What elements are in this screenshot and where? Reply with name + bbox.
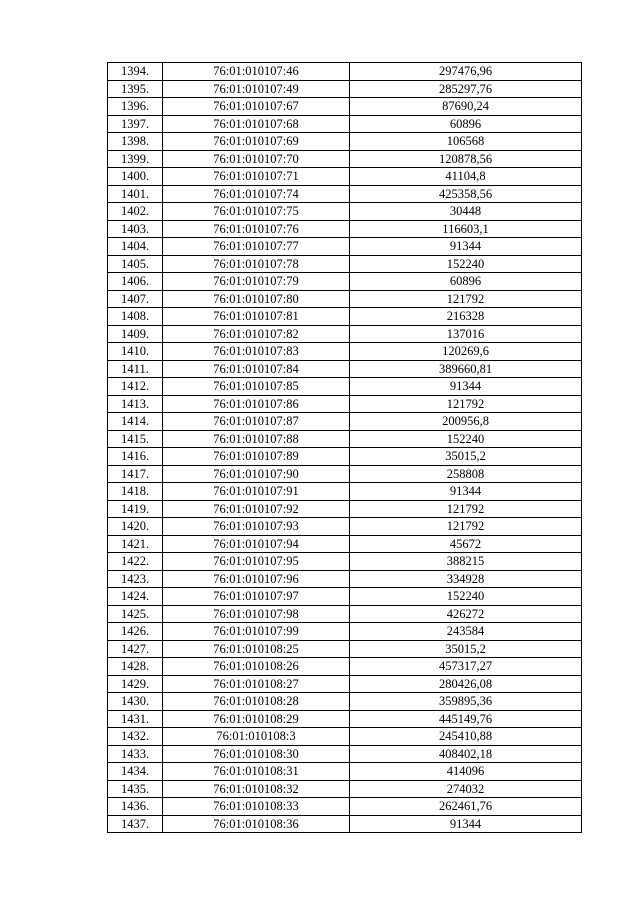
- table-row: [108, 133, 582, 151]
- row-number-cell: 1421.: [108, 535, 163, 553]
- cadastral-number-cell: 76:01:010107:89: [163, 448, 350, 466]
- value-cell: 426272: [350, 605, 582, 623]
- cadastral-number-cell: 76:01:010107:92: [163, 500, 350, 518]
- cadastral-number-cell: 76:01:010107:96: [163, 570, 350, 588]
- row-number-cell: 1434.: [108, 763, 163, 781]
- cadastral-number-cell: 76:01:010107:77: [163, 238, 350, 256]
- row-number-cell: 1409.: [108, 325, 163, 343]
- cadastral-number-cell: 76:01:010107:69: [163, 133, 350, 151]
- table-row: [108, 150, 582, 168]
- table-row: [108, 535, 582, 553]
- table-row: [108, 640, 582, 658]
- table-row: [108, 63, 582, 81]
- table-body: [108, 63, 582, 833]
- row-number-cell: 1408.: [108, 308, 163, 326]
- row-number-cell: 1427.: [108, 640, 163, 658]
- cadastral-number-cell: 76:01:010107:67: [163, 98, 350, 116]
- value-cell: 334928: [350, 570, 582, 588]
- cadastral-number-cell: 76:01:010107:94: [163, 535, 350, 553]
- row-number-cell: 1403.: [108, 220, 163, 238]
- cadastral-number-cell: 76:01:010107:91: [163, 483, 350, 501]
- value-cell: 388215: [350, 553, 582, 571]
- value-cell: 30448: [350, 203, 582, 221]
- table-row: [108, 675, 582, 693]
- value-cell: 262461,76: [350, 798, 582, 816]
- value-cell: 121792: [350, 500, 582, 518]
- table-row: [108, 763, 582, 781]
- value-cell: 120269,6: [350, 343, 582, 361]
- table-row: [108, 798, 582, 816]
- table-row: [108, 710, 582, 728]
- row-number-cell: 1396.: [108, 98, 163, 116]
- table-row: [108, 605, 582, 623]
- table-row: [108, 343, 582, 361]
- row-number-cell: 1412.: [108, 378, 163, 396]
- cadastral-number-cell: 76:01:010107:76: [163, 220, 350, 238]
- row-number-cell: 1404.: [108, 238, 163, 256]
- value-cell: 216328: [350, 308, 582, 326]
- row-number-cell: 1423.: [108, 570, 163, 588]
- value-cell: 121792: [350, 395, 582, 413]
- value-cell: 200956,8: [350, 413, 582, 431]
- value-cell: 60896: [350, 115, 582, 133]
- row-number-cell: 1426.: [108, 623, 163, 641]
- value-cell: 152240: [350, 430, 582, 448]
- row-number-cell: 1407.: [108, 290, 163, 308]
- table-row: [108, 290, 582, 308]
- cadastral-number-cell: 76:01:010107:99: [163, 623, 350, 641]
- cadastral-number-cell: 76:01:010107:97: [163, 588, 350, 606]
- row-number-cell: 1419.: [108, 500, 163, 518]
- cadastral-number-cell: 76:01:010107:87: [163, 413, 350, 431]
- table-row: [108, 308, 582, 326]
- value-cell: 87690,24: [350, 98, 582, 116]
- cadastral-number-cell: 76:01:010107:71: [163, 168, 350, 186]
- value-cell: 121792: [350, 518, 582, 536]
- row-number-cell: 1428.: [108, 658, 163, 676]
- cadastral-number-cell: 76:01:010108:26: [163, 658, 350, 676]
- row-number-cell: 1399.: [108, 150, 163, 168]
- row-number-cell: 1418.: [108, 483, 163, 501]
- table-row: [108, 115, 582, 133]
- value-cell: 389660,81: [350, 360, 582, 378]
- cadastral-number-cell: 76:01:010107:68: [163, 115, 350, 133]
- value-cell: 106568: [350, 133, 582, 151]
- cadastral-number-cell: 76:01:010108:29: [163, 710, 350, 728]
- value-cell: 120878,56: [350, 150, 582, 168]
- cadastral-number-cell: 76:01:010107:75: [163, 203, 350, 221]
- row-number-cell: 1410.: [108, 343, 163, 361]
- value-cell: 121792: [350, 290, 582, 308]
- row-number-cell: 1437.: [108, 815, 163, 833]
- table-row: [108, 483, 582, 501]
- value-cell: 60896: [350, 273, 582, 291]
- value-cell: 408402,18: [350, 745, 582, 763]
- table-row: [108, 448, 582, 466]
- value-cell: 425358,56: [350, 185, 582, 203]
- cadastral-number-cell: 76:01:010107:95: [163, 553, 350, 571]
- cadastral-number-cell: 76:01:010108:30: [163, 745, 350, 763]
- value-cell: 414096: [350, 763, 582, 781]
- cadastral-number-cell: 76:01:010107:46: [163, 63, 350, 81]
- table-row: [108, 80, 582, 98]
- cadastral-number-cell: 76:01:010107:49: [163, 80, 350, 98]
- table-row: [108, 203, 582, 221]
- value-cell: 285297,76: [350, 80, 582, 98]
- table-row: [108, 220, 582, 238]
- value-cell: 152240: [350, 255, 582, 273]
- cadastral-number-cell: 76:01:010107:85: [163, 378, 350, 396]
- table-row: [108, 465, 582, 483]
- table-row: [108, 378, 582, 396]
- value-cell: 280426,08: [350, 675, 582, 693]
- value-cell: 457317,27: [350, 658, 582, 676]
- value-cell: 152240: [350, 588, 582, 606]
- value-cell: 297476,96: [350, 63, 582, 81]
- cadastral-number-cell: 76:01:010107:90: [163, 465, 350, 483]
- value-cell: 45672: [350, 535, 582, 553]
- cadastral-number-cell: 76:01:010107:93: [163, 518, 350, 536]
- cadastral-number-cell: 76:01:010107:79: [163, 273, 350, 291]
- table-row: [108, 588, 582, 606]
- cadastral-number-cell: 76:01:010108:27: [163, 675, 350, 693]
- table-row: [108, 413, 582, 431]
- table-row: [108, 255, 582, 273]
- table-row: [108, 500, 582, 518]
- value-cell: 445149,76: [350, 710, 582, 728]
- row-number-cell: 1415.: [108, 430, 163, 448]
- cadastral-number-cell: 76:01:010107:86: [163, 395, 350, 413]
- table-row: [108, 570, 582, 588]
- row-number-cell: 1416.: [108, 448, 163, 466]
- row-number-cell: 1425.: [108, 605, 163, 623]
- cadastral-number-cell: 76:01:010108:32: [163, 780, 350, 798]
- table-row: [108, 325, 582, 343]
- cadastral-number-cell: 76:01:010107:83: [163, 343, 350, 361]
- value-cell: 91344: [350, 815, 582, 833]
- row-number-cell: 1406.: [108, 273, 163, 291]
- table-row: [108, 273, 582, 291]
- cadastral-number-cell: 76:01:010107:74: [163, 185, 350, 203]
- row-number-cell: 1413.: [108, 395, 163, 413]
- table-row: [108, 553, 582, 571]
- row-number-cell: 1397.: [108, 115, 163, 133]
- table-row: [108, 780, 582, 798]
- cadastral-number-cell: 76:01:010107:70: [163, 150, 350, 168]
- row-number-cell: 1420.: [108, 518, 163, 536]
- table-row: [108, 430, 582, 448]
- cadastral-table: [107, 62, 582, 833]
- row-number-cell: 1436.: [108, 798, 163, 816]
- value-cell: 91344: [350, 238, 582, 256]
- value-cell: 258808: [350, 465, 582, 483]
- value-cell: 91344: [350, 483, 582, 501]
- cadastral-number-cell: 76:01:010107:78: [163, 255, 350, 273]
- value-cell: 243584: [350, 623, 582, 641]
- table-row: [108, 168, 582, 186]
- value-cell: 91344: [350, 378, 582, 396]
- row-number-cell: 1400.: [108, 168, 163, 186]
- row-number-cell: 1429.: [108, 675, 163, 693]
- cadastral-number-cell: 76:01:010107:82: [163, 325, 350, 343]
- cadastral-number-cell: 76:01:010107:84: [163, 360, 350, 378]
- cadastral-number-cell: 76:01:010108:28: [163, 693, 350, 711]
- table-row: [108, 238, 582, 256]
- row-number-cell: 1422.: [108, 553, 163, 571]
- cadastral-number-cell: 76:01:010107:80: [163, 290, 350, 308]
- cadastral-number-cell: 76:01:010108:33: [163, 798, 350, 816]
- row-number-cell: 1411.: [108, 360, 163, 378]
- cadastral-number-cell: 76:01:010108:3: [163, 728, 350, 746]
- value-cell: 116603,1: [350, 220, 582, 238]
- cadastral-number-cell: 76:01:010108:36: [163, 815, 350, 833]
- row-number-cell: 1432.: [108, 728, 163, 746]
- cadastral-number-cell: 76:01:010108:31: [163, 763, 350, 781]
- table-row: [108, 693, 582, 711]
- table-row: [108, 728, 582, 746]
- row-number-cell: 1394.: [108, 63, 163, 81]
- row-number-cell: 1405.: [108, 255, 163, 273]
- row-number-cell: 1431.: [108, 710, 163, 728]
- row-number-cell: 1398.: [108, 133, 163, 151]
- value-cell: 274032: [350, 780, 582, 798]
- row-number-cell: 1430.: [108, 693, 163, 711]
- cadastral-number-cell: 76:01:010107:88: [163, 430, 350, 448]
- row-number-cell: 1424.: [108, 588, 163, 606]
- table-row: [108, 815, 582, 833]
- table-row: [108, 518, 582, 536]
- value-cell: 35015,2: [350, 640, 582, 658]
- row-number-cell: 1401.: [108, 185, 163, 203]
- row-number-cell: 1435.: [108, 780, 163, 798]
- row-number-cell: 1395.: [108, 80, 163, 98]
- table-row: [108, 360, 582, 378]
- cadastral-number-cell: 76:01:010107:98: [163, 605, 350, 623]
- value-cell: 245410,88: [350, 728, 582, 746]
- table-row: [108, 623, 582, 641]
- value-cell: 359895,36: [350, 693, 582, 711]
- table-row: [108, 745, 582, 763]
- row-number-cell: 1433.: [108, 745, 163, 763]
- row-number-cell: 1417.: [108, 465, 163, 483]
- cadastral-number-cell: 76:01:010107:81: [163, 308, 350, 326]
- value-cell: 137016: [350, 325, 582, 343]
- row-number-cell: 1402.: [108, 203, 163, 221]
- value-cell: 35015,2: [350, 448, 582, 466]
- table-row: [108, 185, 582, 203]
- table-row: [108, 98, 582, 116]
- row-number-cell: 1414.: [108, 413, 163, 431]
- table-row: [108, 395, 582, 413]
- cadastral-number-cell: 76:01:010108:25: [163, 640, 350, 658]
- table-row: [108, 658, 582, 676]
- value-cell: 41104,8: [350, 168, 582, 186]
